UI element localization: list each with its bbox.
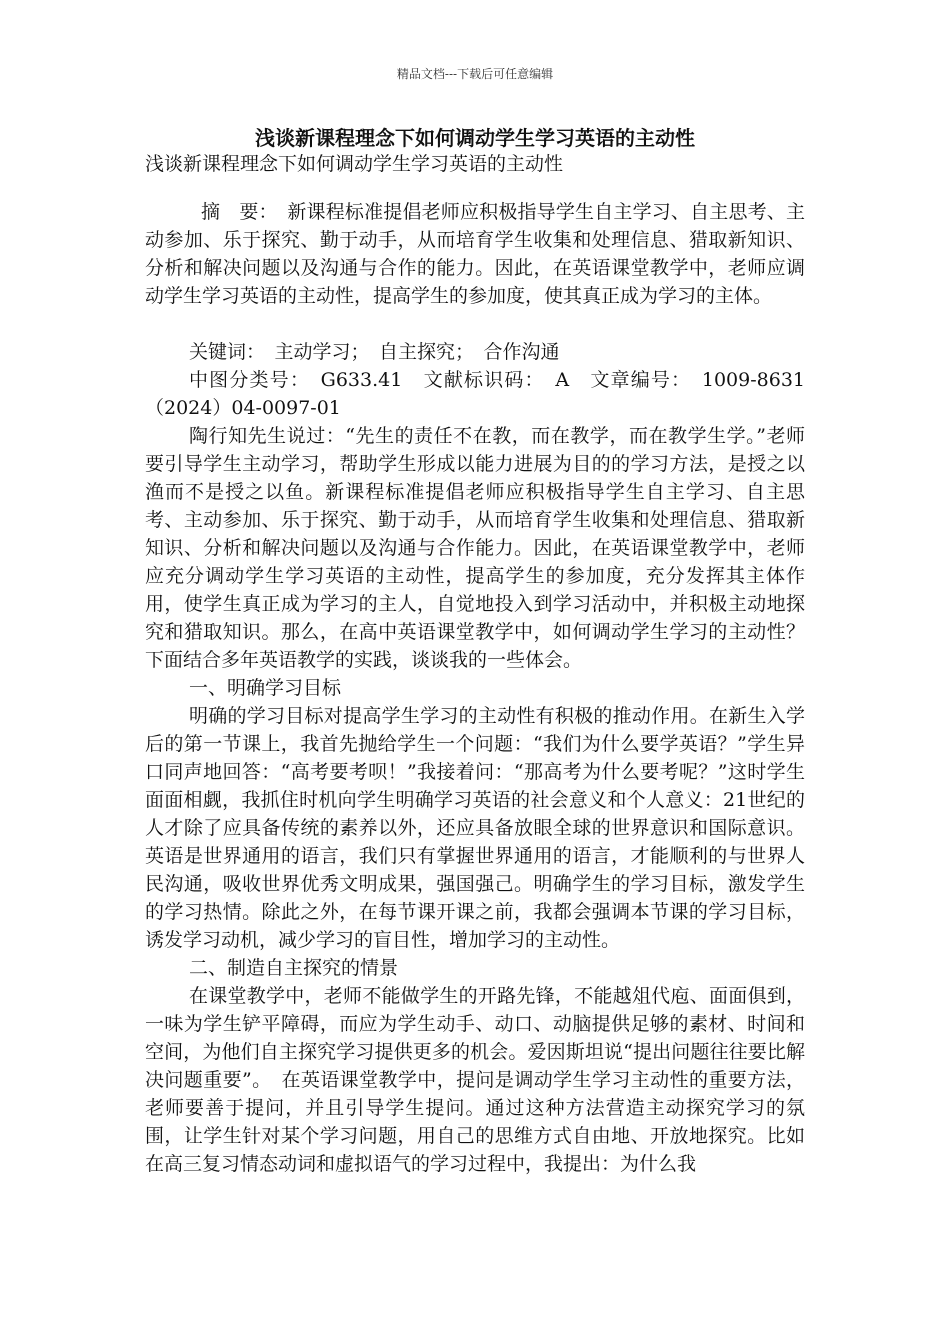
section-heading-1: 一、明确学习目标	[189, 677, 342, 699]
document-body	[145, 150, 805, 1178]
abstract-paragraph: 摘 要： 新课程标准提倡老师应积极指导学生自主学习、自主思考、主动参加、乐于探究、勤于动手，从而培育学生收集和处理信息、猎取新知识、分析和解决问题以及沟通与合作的能力。因此，在英语课堂教学中，老师应调动学生学习英语的主动性，提高学生的参加度，使其真正成为学习的主体。	[145, 201, 805, 307]
section-heading-2: 二、制造自主探究的情景	[189, 957, 399, 979]
page-header-note: 精品文档---下载后可任意编辑	[396, 67, 554, 81]
section-1-paragraph: 明确的学习目标对提高学生学习的主动性有积极的推动作用。在新生入学后的第一节课上，我首先抛给学生一个问题：“我们为什么要学英语？”学生异口同声地回答：“高考要考呗！”我接着问：“那高考为什么要考呢？”这时学生面面相觑，我抓住时机向学生明确学习英语的社会意义和个人意义：21世纪的人才除了应具备传统的素养以外，还应具备放眼全球的世界意识和国际意识。英语是世界通用的语言，我们只有掌握世界通用的语言，才能顺利的与世界人民沟通，吸收世界优秀文明成果，强国强己。明确学生的学习目标，激发学生的学习热情。除此之外，在每节课开课之前，我都会强调本节课的学习目标，诱发学习动机，减少学习的盲目性，增加学习的主动性。	[145, 705, 805, 951]
section-2-paragraph: 在课堂教学中，老师不能做学生的开路先锋，不能越俎代庖、面面俱到，一味为学生铲平障碍，而应为学生动手、动口、动脑提供足够的素材、时间和空间，为他们自主探究学习提供更多的机会。爱因斯坦说“提出问题往往要比解决问题重要”。 在英语课堂教学中，提问是调动学生学习主动性的重要方法，老师要善于提问，并且引导学生提问。通过这种方法营造主动探究学习的氛围，让学生针对某个学习问题，用自己的思维方式自由地、开放地探究。比如在高三复习情态动词和虚拟语气的学习过程中，我提出：为什么我	[145, 985, 805, 1175]
document-title: 浅谈新课程理念下如何调动学生学习英语的主动性	[255, 126, 695, 150]
keywords-line: 关键词： 主动学习； 自主探究； 合作沟通	[189, 341, 560, 363]
intro-paragraph: 陶行知先生说过：“先生的责任不在教，而在教学，而在教学生学。”老师要引导学生主动学习，帮助学生形成以能力进展为目的的学习方法，是授之以渔而不是授之以鱼。新课程标准提倡老师应积极指导学生自主学习、自主思考、主动参加、乐于探究、勤于动手，从而培育学生收集和处理信息、猎取新知识、分析和解决问题以及沟通与合作能力。因此，在英语课堂教学中，老师应充分调动学生学习英语的主动性，提高学生的参加度，充分发挥其主体作用，使学生真正成为学习的主人，自觉地投入到学习活动中，并积极主动地探究和猎取知识。那么，在高中英语课堂教学中，如何调动学生学习的主动性？下面结合多年英语教学的实践，谈谈我的一些体会。	[145, 425, 805, 671]
document-subtitle: 浅谈新课程理念下如何调动学生学习英语的主动性	[145, 153, 564, 175]
classification-line: 中图分类号： G633.41 文献标识码： A 文章编号： 1009-8631（2024）04-0097-01	[145, 369, 805, 419]
